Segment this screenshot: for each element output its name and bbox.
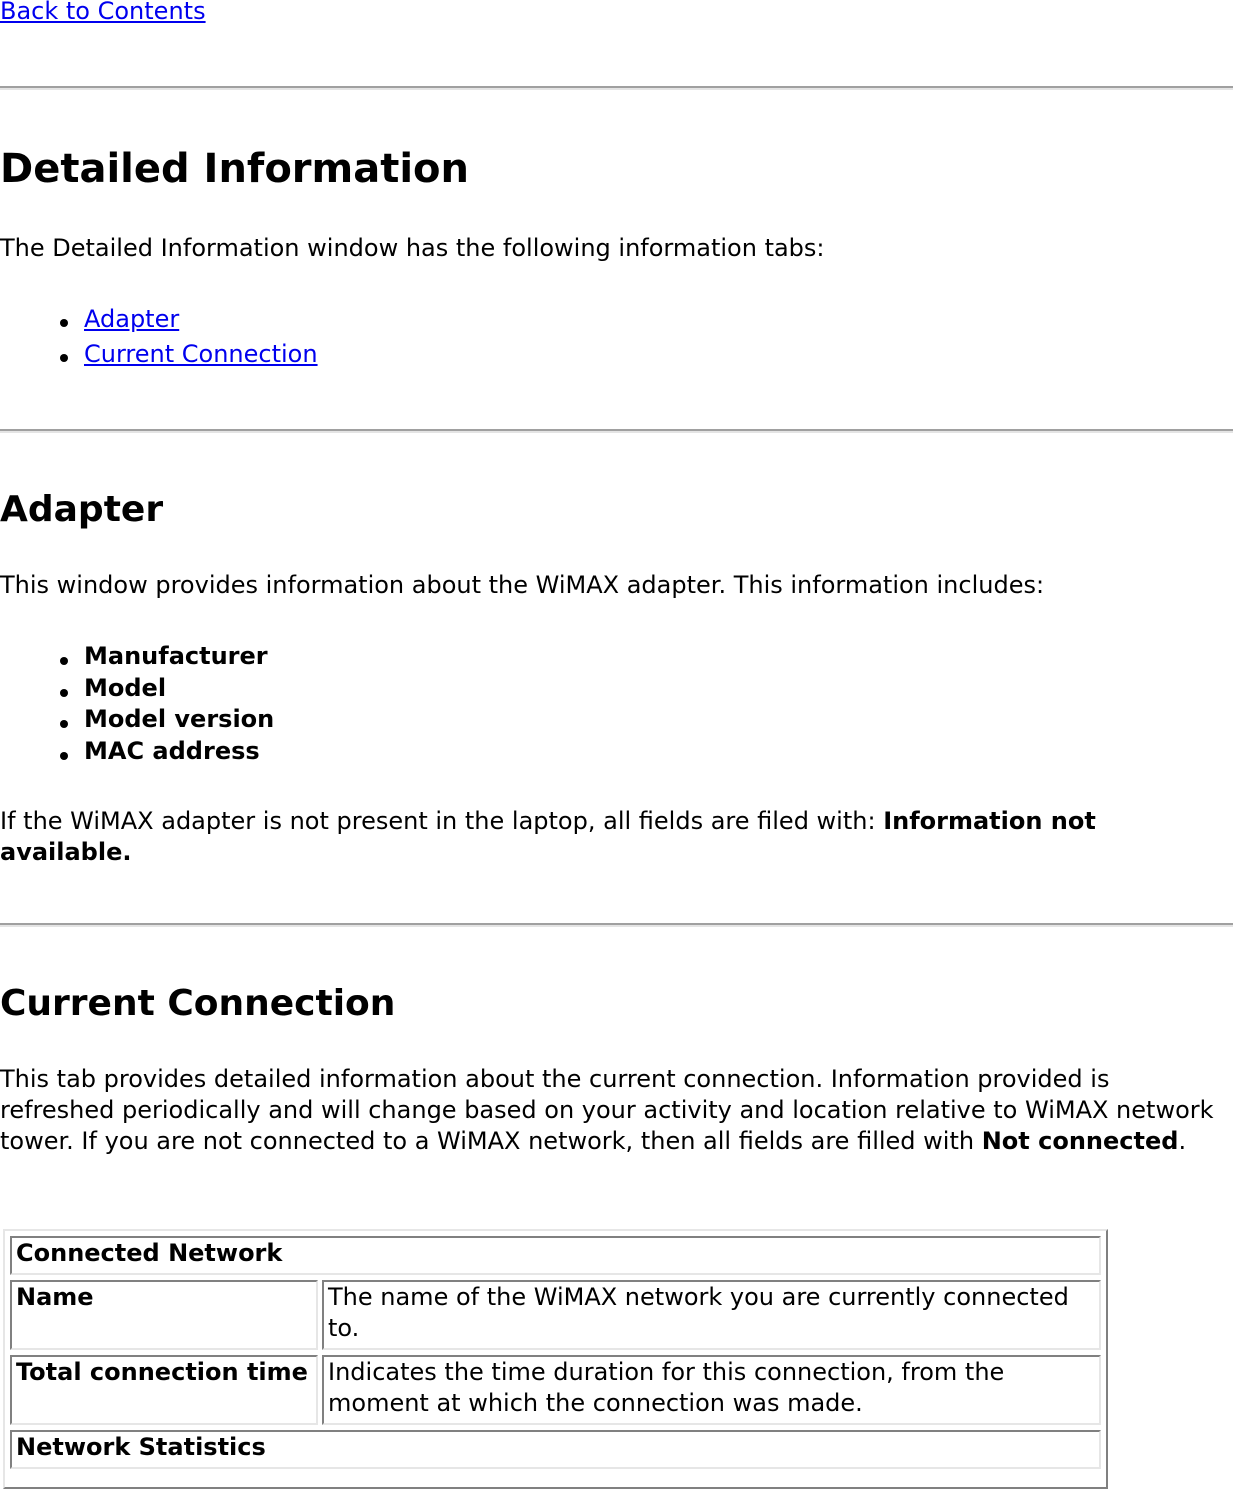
- connection-info-table: [3, 1229, 1108, 1489]
- bullet-icon: [60, 752, 68, 760]
- back-to-contents-link[interactable]: Back to Contents: [0, 0, 206, 25]
- list-item: [0, 302, 318, 337]
- connection-description-bold: Not connected: [981, 1127, 1179, 1155]
- table-row-value: Indicates the time duration for this connection, from the moment at which the connection was made.: [322, 1355, 1101, 1425]
- list-item: [0, 337, 318, 372]
- current-connection-link[interactable]: Current Connection: [84, 340, 318, 368]
- table-section-header: Connected Network: [10, 1236, 1101, 1275]
- adapter-note: [0, 806, 1225, 868]
- bullet-icon: [60, 657, 68, 665]
- divider: [0, 923, 1233, 927]
- adapter-description: This window provides information about the WiMAX adapter. This information includes:: [0, 571, 1045, 599]
- list-item: [0, 641, 274, 673]
- field-model: Model: [84, 673, 167, 702]
- bullet-icon: [60, 354, 68, 362]
- connection-description-end: .: [1178, 1127, 1187, 1155]
- field-model-version: Model version: [84, 705, 275, 733]
- bullet-icon: [60, 319, 68, 327]
- adapter-link[interactable]: Adapter: [84, 305, 180, 333]
- tab-links-list: [0, 302, 318, 372]
- field-mac-address: MAC address: [84, 736, 260, 765]
- bullet-icon: [60, 689, 68, 697]
- table-section-header: Network Statistics: [10, 1430, 1101, 1469]
- table-row-label: Name: [10, 1280, 318, 1350]
- divider: [0, 86, 1233, 90]
- list-item: [0, 704, 274, 736]
- connection-description-text: This tab provides detailed information about the current connection. Information provided is refreshed periodically and will change based on your activity and location relative to WiMAX network tower. If you are not connected to a WiMAX network, then all fields are filled with: [0, 1065, 1214, 1155]
- adapter-note-text: If the WiMAX adapter is not present in the laptop, all fields are filed with:: [0, 807, 884, 835]
- list-item: [0, 736, 274, 768]
- intro-text: The Detailed Information window has the following information tabs:: [0, 234, 825, 262]
- adapter-fields-list: [0, 641, 274, 767]
- adapter-heading: Adapter: [0, 489, 164, 530]
- list-item: [0, 673, 274, 705]
- table-row-label: Total connection time: [10, 1355, 318, 1425]
- bullet-icon: [60, 720, 68, 728]
- current-connection-heading: Current Connection: [0, 983, 396, 1024]
- field-manufacturer: Manufacturer: [84, 642, 268, 670]
- page-title: Detailed Information: [0, 146, 469, 192]
- divider: [0, 429, 1233, 433]
- table-row-value: The name of the WiMAX network you are currently connected to.: [322, 1280, 1101, 1350]
- adapter-note-bold: Information not available.: [0, 807, 1096, 866]
- connection-description: [0, 1064, 1225, 1157]
